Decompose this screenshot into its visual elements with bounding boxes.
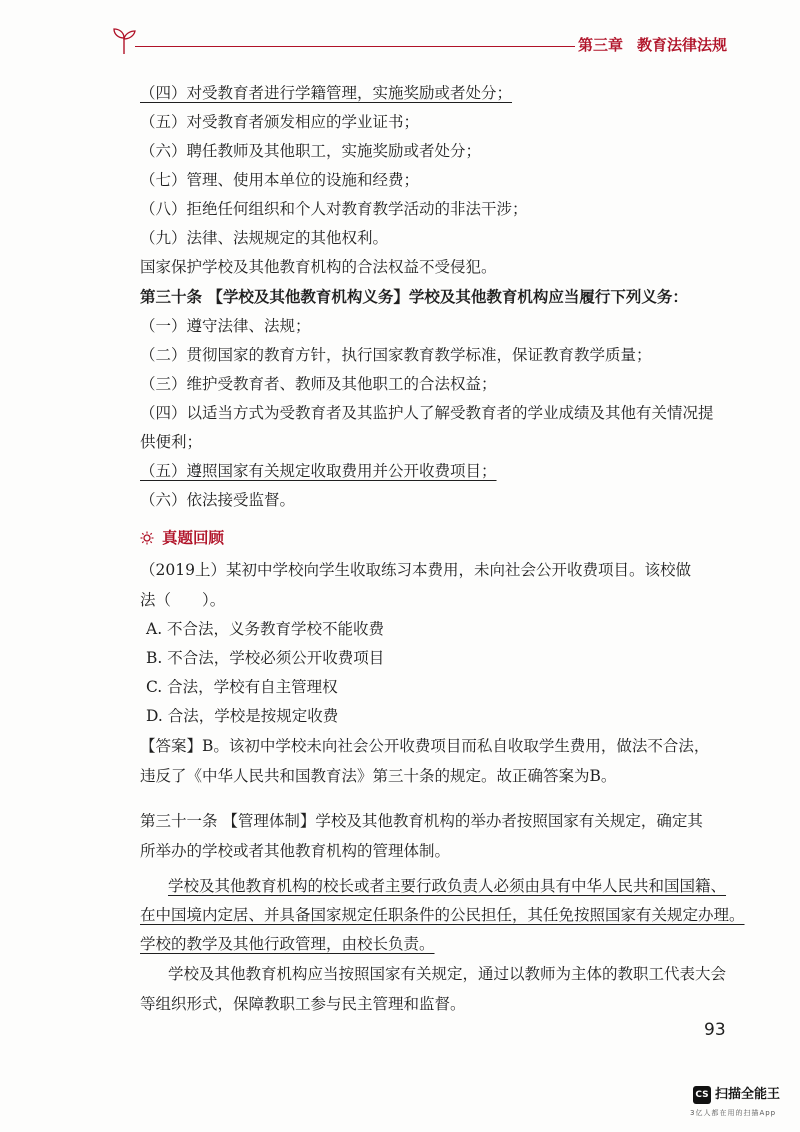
article30-heading: 第三十条 【学校及其他教育机构义务】学校及其他教育机构应当履行下列义务： [140,287,688,306]
principal-line2: 在中国境内定居、并具备国家规定任职条件的公民担任，其任免按照国家有关规定办理。 [140,906,745,924]
option-b: B. 不合法，学校必须公开收费项目 [146,649,385,667]
article30-item-4-cont: 供便利； [140,433,203,451]
rights-item-7: （七）管理、使用本单位的设施和经费； [140,171,420,189]
review-title-text: 真题回顾 [162,528,225,547]
protection-statement: 国家保护学校及其他教育机构的合法权益不受侵犯。 [140,258,497,276]
article30-item-1: （一）遵守法律、法规； [140,317,311,335]
option-a: A. 不合法，义务教育学校不能收费 [146,620,385,638]
chapter-title: 教育法律法规 [637,36,728,54]
principal-line1: 学校及其他教育机构的校长或者主要行政负责人必须由具有中华人民共和国国籍、 [168,877,727,895]
scanner-tagline: 3亿人都在用的扫描App [690,1109,777,1117]
article31-line2: 所举办的学校或者其他教育机构的管理体制。 [140,842,451,860]
article30-item-2: （二）贯彻国家的教育方针，执行国家教育教学标准，保证教育教学质量； [140,346,652,364]
article30-item-5: （五）遵照国家有关规定收取费用并公开收费项目； [140,462,497,480]
congress-line1: 学校及其他教育机构应当按照国家有关规定，通过以教师为主体的教职工代表大会 [168,965,727,983]
answer-line1: 【答案】B。该初中学校未向社会公开收费项目而私自收取学生费用，做法不合法， [140,737,710,755]
chapter-number: 第三章 [578,36,624,54]
rights-item-8: （八）拒绝任何组织和个人对教育教学活动的非法干涉； [140,200,528,218]
sprout-icon [108,24,140,56]
rights-item-9: （九）法律、法规规定的其他权利。 [140,229,389,247]
principal-line3: 学校的教学及其他行政管理，由校长负责。 [140,935,435,953]
rights-item-6: （六）聘任教师及其他职工，实施奖励或者处分； [140,142,482,160]
sun-icon [140,531,154,545]
article30-item-4: （四）以适当方式为受教育者及其监护人了解受教育者的学业成绩及其他有关情况提 [140,404,714,422]
scanner-watermark-logo [693,1086,780,1104]
page-number: 93 [704,1020,726,1040]
header-rule [135,46,575,47]
answer-line2: 违反了《中华人民共和国教育法》第三十条的规定。故正确答案为B。 [140,767,617,785]
scanner-app-name: 扫描全能王 [715,1087,781,1102]
review-question-line2: 法（ ）。 [140,591,226,609]
chapter-header [578,34,727,55]
article30-item-3: （三）维护受教育者、教师及其他职工的合法权益； [140,375,497,393]
option-c: C. 合法，学校有自主管理权 [146,678,338,696]
rights-item-4: （四）对受教育者进行学籍管理，实施奖励或者处分； [140,84,513,102]
cs-logo-icon: CS [693,1086,711,1104]
article31-line1: 第三十一条 【管理体制】学校及其他教育机构的举办者按照国家有关规定，确定其 [140,812,703,830]
review-question-line1: （2019上）某初中学校向学生收取练习本费用，未向社会公开收费项目。该校做 [140,561,691,579]
option-d: D. 合法，学校是按规定收费 [146,707,339,725]
congress-line2: 等组织形式，保障教职工参与民主管理和监督。 [140,995,466,1013]
article30-item-6: （六）依法接受监督。 [140,491,296,509]
rights-item-5: （五）对受教育者颁发相应的学业证书； [140,113,420,131]
review-title [140,526,224,550]
